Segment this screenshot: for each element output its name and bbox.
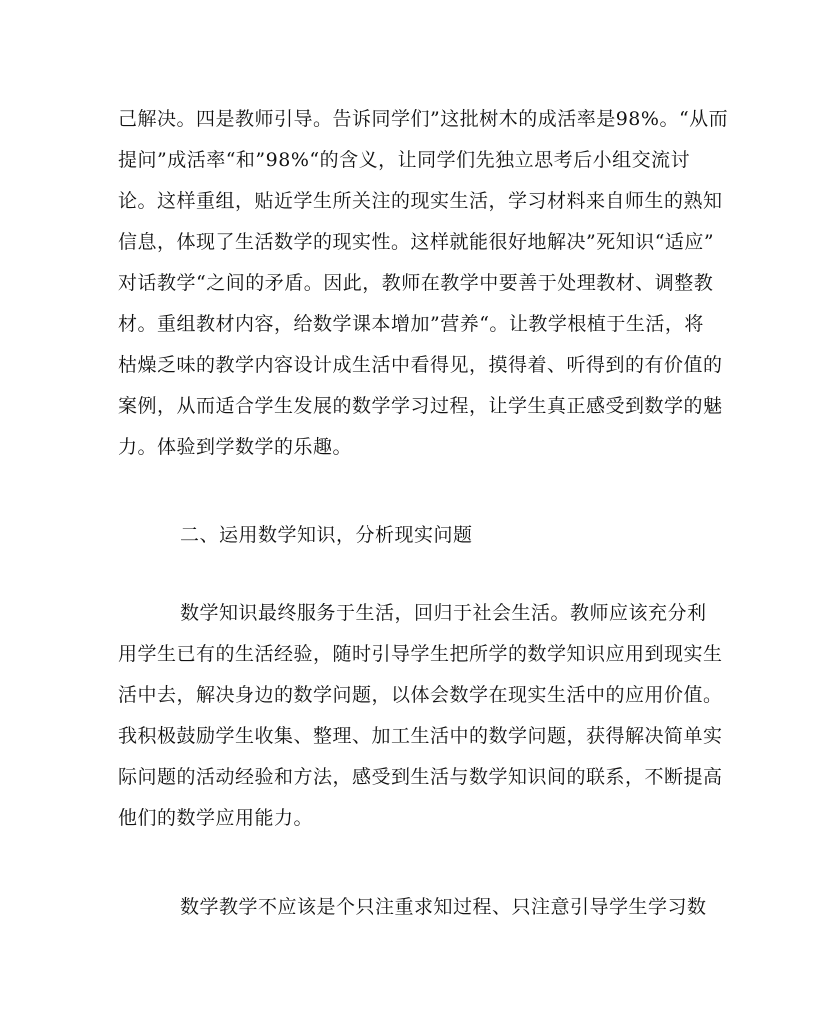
paragraph-2-line-4: 我积极鼓励学生收集、整理、加工生活中的数学问题，获得解决简单实 [118,725,723,747]
paragraph-2-line-2: 用学生已有的生活经验，随时引导学生把所学的数学知识应用到现实生 [118,643,723,665]
paragraph-1-line-3: 论。这样重组，贴近学生所关注的现实生活，学习材料来自师生的熟知 [118,190,723,212]
paragraph-1-line-8: 案例，从而适合学生发展的数学学习过程，让学生真正感受到数学的魅 [118,395,723,417]
paragraph-1-line-7: 枯燥乏味的教学内容设计成生活中看得见，摸得着、听得到的有价值的 [118,354,723,376]
paragraph-1-line-1: 己解决。四是教师引导。告诉同学们”这批树木的成活率是98%。“从而 [118,108,729,130]
paragraph-2-line-3: 活中去，解决身边的数学问题，以体会数学在现实生活中的应用价值。 [118,684,723,706]
paragraph-2-line-5: 际问题的活动经验和方法，感受到生活与数学知识间的联系，不断提高 [118,766,723,788]
section-heading-2: 二、运用数学知识，分析现实问题 [180,524,473,546]
paragraph-1-line-9: 力。体验到学数学的乐趣。 [118,436,353,458]
paragraph-1-line-4: 信息，体现了生活数学的现实性。这样就能很好地解决”死知识“适应” [118,231,715,253]
paragraph-1-line-2: 提问”成活率“和”98%“的含义，让同学们先独立思考后小组交流讨 [118,149,691,171]
paragraph-1-line-5: 对话教学“之间的矛盾。因此，教师在教学中要善于处理教材、调整教 [118,272,714,294]
paragraph-2-line-1: 数学知识最终服务于生活，回归于社会生活。教师应该充分利 [180,602,707,624]
paragraph-3-line-1: 数学教学不应该是个只注重求知过程、只注意引导学生学习数 [180,896,707,918]
paragraph-1-line-6: 材。重组教材内容，给数学课本增加”营养“。让教学根植于生活，将 [118,313,704,335]
paragraph-2-line-6: 他们的数学应用能力。 [118,807,314,829]
